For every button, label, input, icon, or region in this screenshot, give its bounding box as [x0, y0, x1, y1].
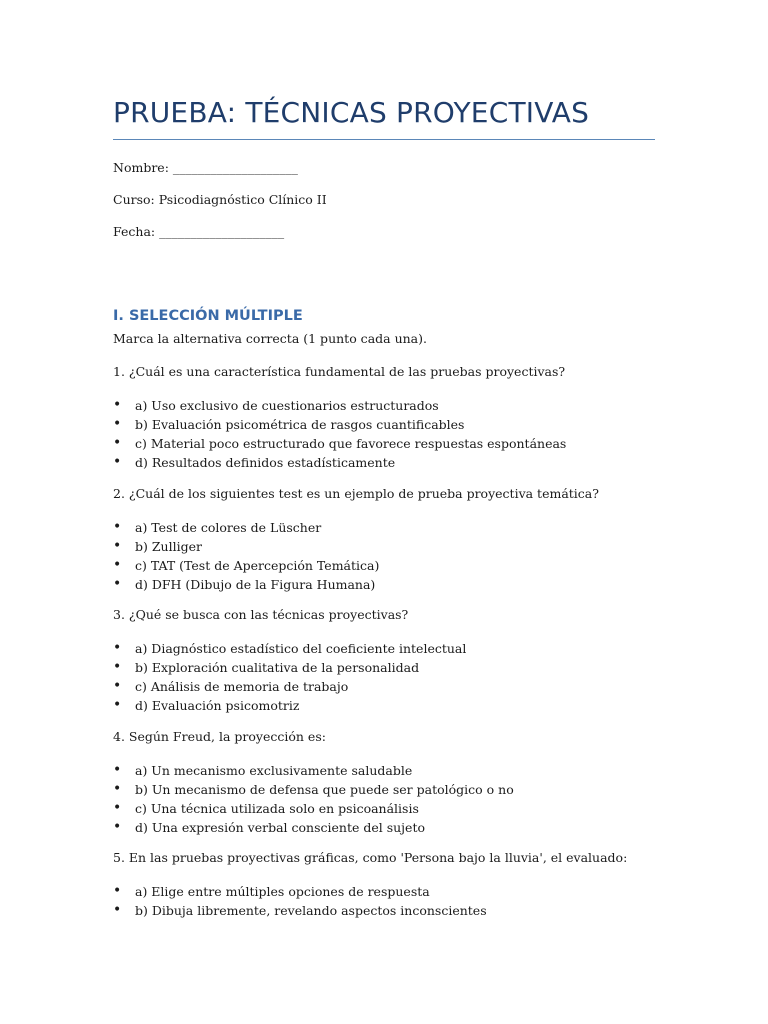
- option-item: [113, 799, 655, 818]
- option-item: [113, 556, 655, 575]
- bullet-icon: •: [113, 697, 122, 713]
- question-text: 5. En las pruebas proyectivas gráficas, como 'Persona bajo la lluvia', el evaluado:: [113, 850, 628, 865]
- option-item: [113, 575, 655, 594]
- option-label: b) Un mecanismo de defensa que puede ser patológico o no: [135, 782, 514, 797]
- field-nombre: Nombre: ____________________: [113, 160, 298, 175]
- bullet-icon: •: [113, 762, 122, 778]
- option-list: [113, 761, 655, 837]
- option-label: b) Exploración cualitativa de la personalidad: [135, 660, 420, 675]
- option-list: [113, 396, 655, 472]
- bullet-icon: •: [113, 454, 122, 470]
- bullet-icon: •: [113, 902, 122, 918]
- bullet-icon: •: [113, 519, 122, 535]
- option-label: d) Resultados definidos estadísticamente: [135, 455, 396, 470]
- bullet-icon: •: [113, 416, 122, 432]
- option-label: c) Material poco estructurado que favorece respuestas espontáneas: [135, 436, 567, 451]
- option-label: d) Una expresión verbal consciente del sujeto: [135, 820, 425, 835]
- document-title: PRUEBA: TÉCNICAS PROYECTIVAS: [113, 96, 590, 129]
- section-heading: I. SELECCIÓN MÚLTIPLE: [113, 308, 303, 324]
- option-item: [113, 396, 655, 415]
- option-item: [113, 677, 655, 696]
- option-item: [113, 453, 655, 472]
- question-4: [113, 729, 655, 837]
- option-label: b) Evaluación psicométrica de rasgos cuantificables: [135, 417, 465, 432]
- question-text: 2. ¿Cuál de los siguientes test es un ejemplo de prueba proyectiva temática?: [113, 486, 599, 501]
- option-item: [113, 434, 655, 453]
- option-label: d) Evaluación psicomotriz: [135, 698, 300, 713]
- question-2: [113, 486, 655, 594]
- bullet-icon: •: [113, 819, 122, 835]
- option-item: [113, 537, 655, 556]
- option-item: [113, 518, 655, 537]
- option-label: b) Dibuja libremente, revelando aspectos inconscientes: [135, 903, 487, 918]
- section-instruction: Marca la alternativa correcta (1 punto cada una).: [113, 331, 427, 346]
- option-list: [113, 639, 655, 715]
- option-label: a) Test de colores de Lüscher: [135, 520, 322, 535]
- option-label: b) Zulliger: [135, 539, 202, 554]
- field-curso: Curso: Psicodiagnóstico Clínico II: [113, 192, 327, 207]
- option-item: [113, 818, 655, 837]
- option-item: [113, 658, 655, 677]
- option-label: a) Un mecanismo exclusivamente saludable: [135, 763, 413, 778]
- question-text: 4. Según Freud, la proyección es:: [113, 729, 326, 744]
- option-label: a) Elige entre múltiples opciones de respuesta: [135, 884, 430, 899]
- bullet-icon: •: [113, 640, 122, 656]
- question-text: 1. ¿Cuál es una característica fundamental de las pruebas proyectivas?: [113, 364, 566, 379]
- option-item: [113, 761, 655, 780]
- bullet-icon: •: [113, 659, 122, 675]
- option-list: [113, 518, 655, 594]
- title-underline: [113, 139, 655, 140]
- question-text: 3. ¿Qué se busca con las técnicas proyectivas?: [113, 607, 409, 622]
- bullet-icon: •: [113, 781, 122, 797]
- option-label: c) Análisis de memoria de trabajo: [135, 679, 349, 694]
- option-list: [113, 882, 655, 920]
- option-label: a) Diagnóstico estadístico del coeficiente intelectual: [135, 641, 467, 656]
- option-label: a) Uso exclusivo de cuestionarios estructurados: [135, 398, 439, 413]
- question-5: [113, 850, 655, 920]
- option-item: [113, 639, 655, 658]
- option-item: [113, 901, 655, 920]
- option-label: c) Una técnica utilizada solo en psicoanálisis: [135, 801, 419, 816]
- question-1: [113, 364, 655, 472]
- question-3: [113, 607, 655, 715]
- option-item: [113, 780, 655, 799]
- bullet-icon: •: [113, 435, 122, 451]
- option-item: [113, 882, 655, 901]
- bullet-icon: •: [113, 800, 122, 816]
- bullet-icon: •: [113, 883, 122, 899]
- bullet-icon: •: [113, 576, 122, 592]
- option-item: [113, 696, 655, 715]
- bullet-icon: •: [113, 557, 122, 573]
- option-label: d) DFH (Dibujo de la Figura Humana): [135, 577, 376, 592]
- bullet-icon: •: [113, 397, 122, 413]
- field-fecha: Fecha: ____________________: [113, 224, 285, 239]
- bullet-icon: •: [113, 678, 122, 694]
- option-label: c) TAT (Test de Apercepción Temática): [135, 558, 380, 573]
- option-item: [113, 415, 655, 434]
- bullet-icon: •: [113, 538, 122, 554]
